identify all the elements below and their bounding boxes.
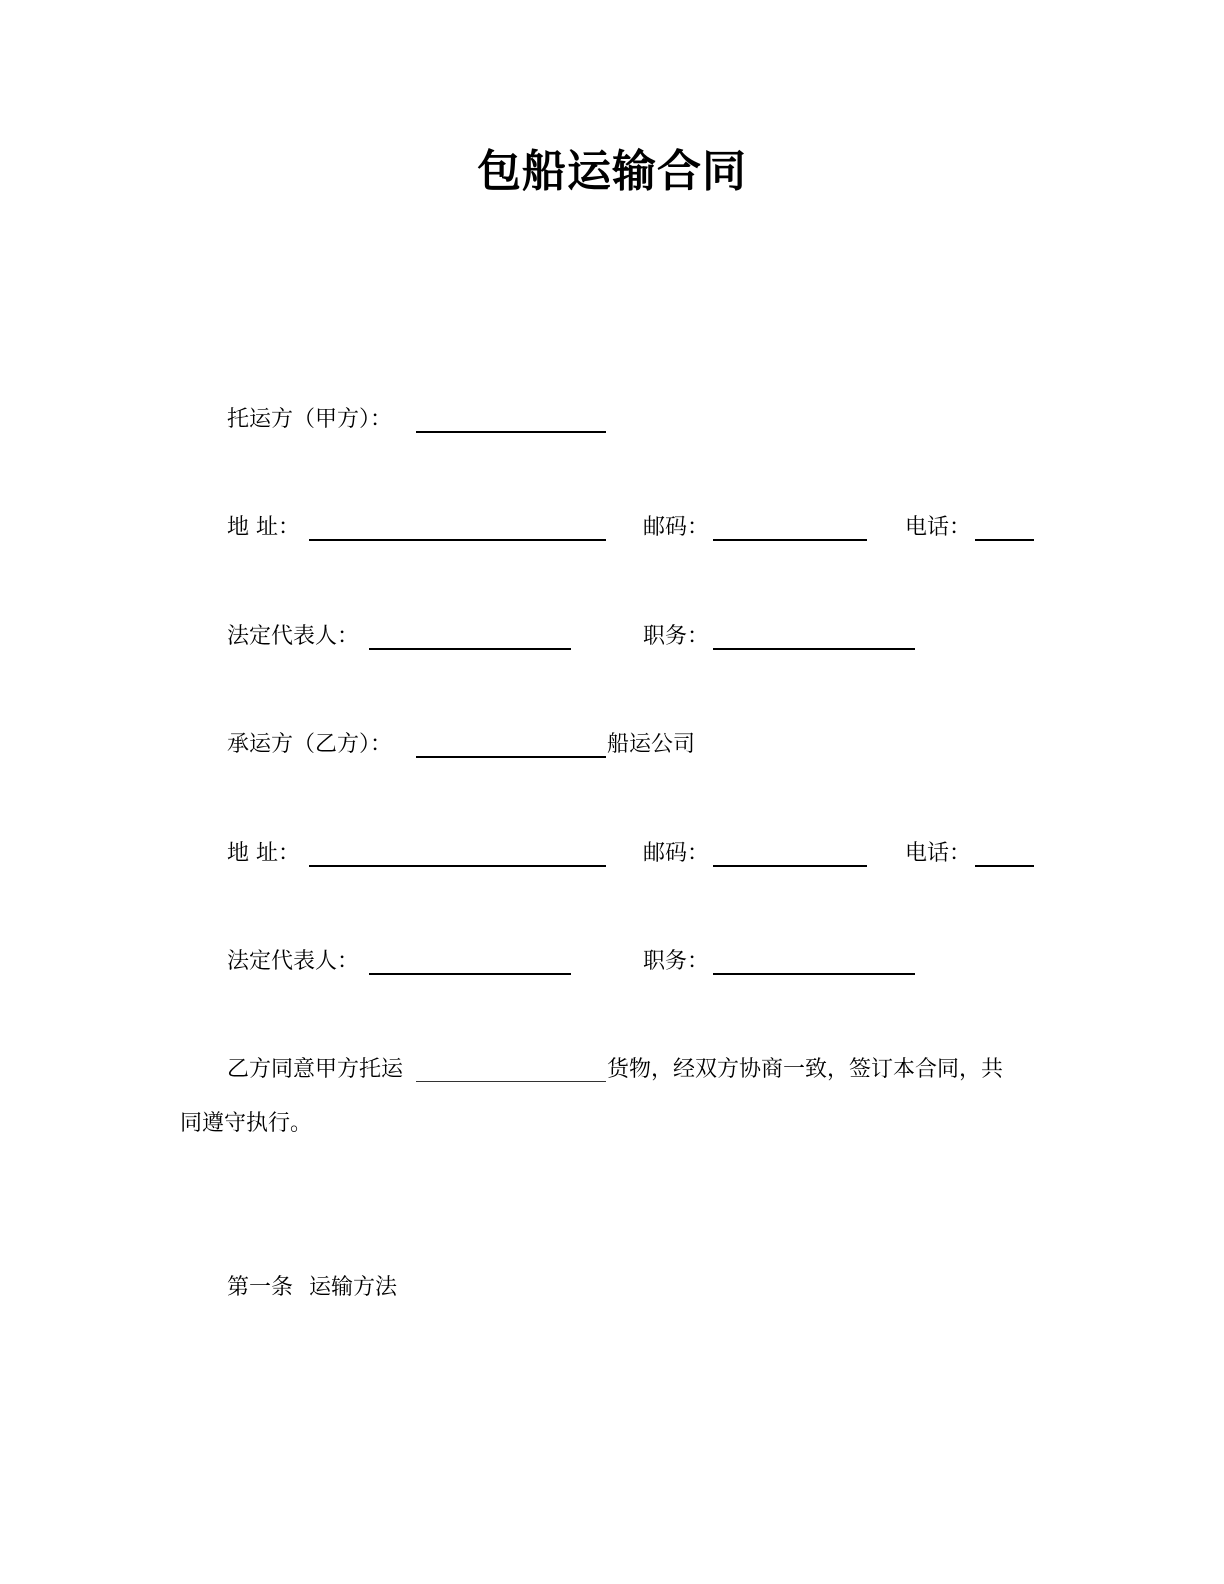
cargo-field[interactable] [416,1081,606,1082]
party-a-postcode-field[interactable] [713,539,867,541]
party-b-postcode-field[interactable] [713,865,867,867]
party-b-legal-rep-label: 法定代表人： [227,949,360,974]
party-b-name-field[interactable] [416,756,606,758]
party-a-position-field[interactable] [713,648,915,650]
party-a-label: 托运方（甲方）： [227,407,393,432]
party-a-postcode-label: 邮码： [643,515,710,540]
agreement-text-1: 乙方同意甲方托运 [227,1057,404,1082]
party-a-phone-label: 电话： [905,515,972,540]
party-a-position-label: 职务： [643,624,710,649]
party-a-legal-rep-field[interactable] [369,648,571,650]
party-b-phone-field[interactable] [975,865,1034,867]
article-1-title: 运输方法 [309,1275,398,1300]
party-b-position-field[interactable] [713,973,915,975]
party-a-address-field[interactable] [309,539,606,541]
agreement-line-2: 同遵守执行。 [180,1111,313,1136]
party-a-phone-field[interactable] [975,539,1034,541]
party-b-postcode-label: 邮码： [643,841,710,866]
party-a-name-field[interactable] [416,431,606,433]
article-1-number: 第一条 [227,1275,294,1300]
party-b-legal-rep-field[interactable] [369,973,571,975]
party-a-legal-rep-label: 法定代表人： [227,624,360,649]
party-b-label: 承运方（乙方）： [227,732,393,757]
party-b-phone-label: 电话： [905,841,972,866]
party-b-suffix: 船运公司 [607,732,696,757]
party-b-position-label: 职务： [643,949,710,974]
agreement-text-2: 货物，经双方协商一致，签订本合同，共 [607,1057,1004,1082]
party-b-address-field[interactable] [309,865,606,867]
party-b-address-label: 地 址： [227,841,300,866]
party-a-address-label: 地 址： [227,515,300,540]
document-title: 包船运输合同 [477,146,747,197]
